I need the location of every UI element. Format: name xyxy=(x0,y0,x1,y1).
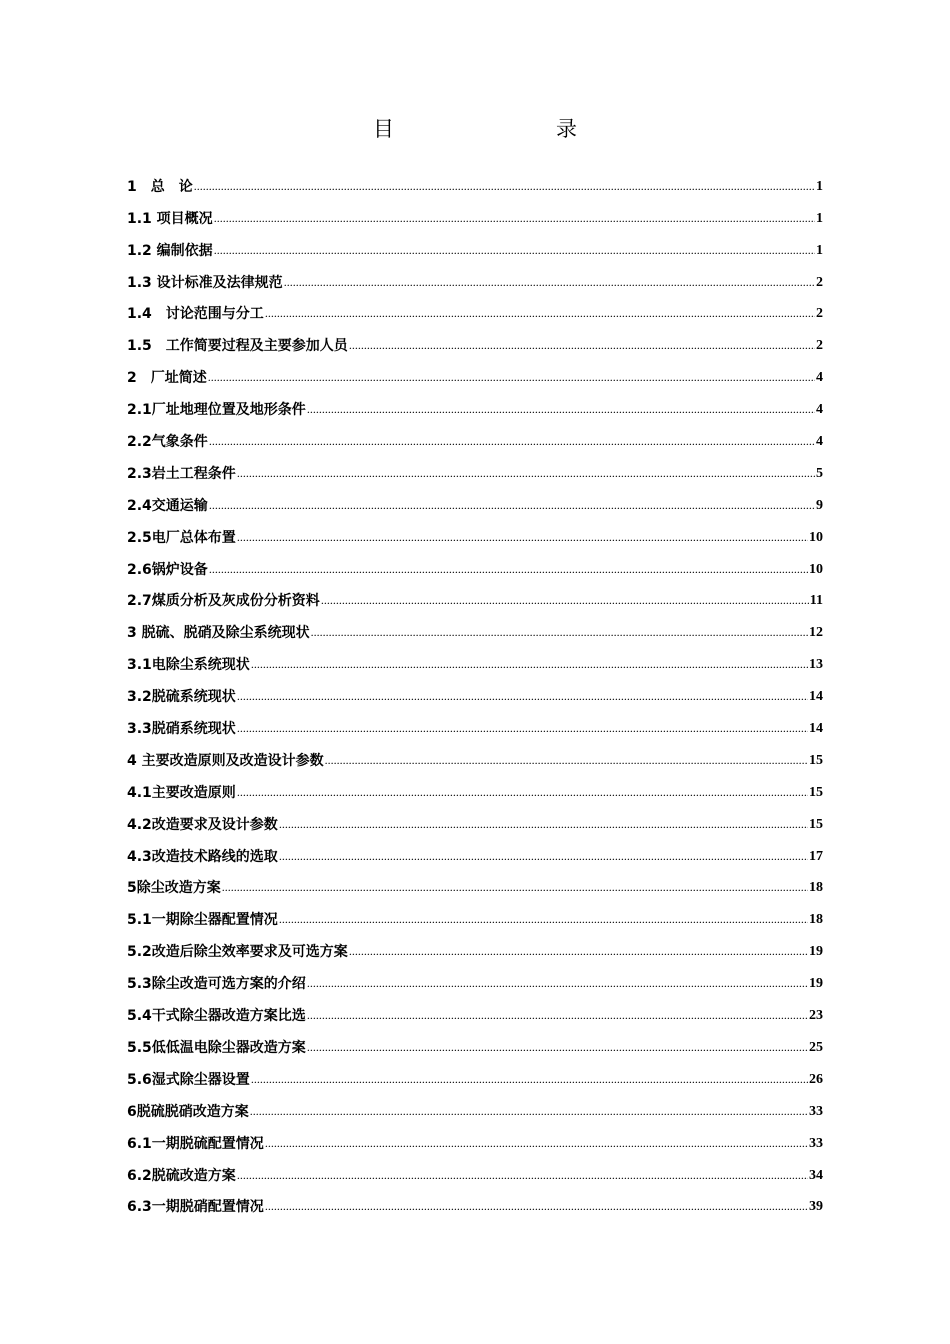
dot-leader xyxy=(237,784,808,800)
dot-leader xyxy=(237,720,808,736)
toc-entry[interactable] xyxy=(127,770,823,802)
toc-entry-label: 2.6锅炉设备 xyxy=(127,561,208,578)
toc-entry-page-number: 12 xyxy=(809,625,823,641)
dot-leader xyxy=(237,465,815,481)
toc-entry[interactable] xyxy=(127,610,823,642)
toc-entry-page-number: 2 xyxy=(816,306,823,322)
toc-entry[interactable] xyxy=(127,866,823,898)
dot-leader xyxy=(279,911,808,927)
toc-entry-page-number: 1 xyxy=(816,242,823,258)
dot-leader xyxy=(307,401,815,417)
toc-entry-label: 1.2 编制依据 xyxy=(127,242,213,259)
dot-leader xyxy=(321,592,809,608)
dot-leader xyxy=(265,305,815,321)
toc-entry-page-number: 9 xyxy=(816,497,823,513)
toc-entry[interactable] xyxy=(127,1185,823,1217)
toc-entry[interactable] xyxy=(127,355,823,387)
dot-leader xyxy=(325,752,808,768)
dot-leader xyxy=(209,561,808,577)
dot-leader xyxy=(214,210,815,226)
dot-leader xyxy=(209,433,815,449)
toc-entry[interactable] xyxy=(127,228,823,260)
toc-entry-page-number: 10 xyxy=(809,529,823,545)
toc-entry-label: 4.1主要改造原则 xyxy=(127,784,236,801)
toc-entry-label: 2.7煤质分析及灰成份分析资料 xyxy=(127,593,320,610)
toc-entry[interactable] xyxy=(127,292,823,324)
toc-entry[interactable] xyxy=(127,834,823,866)
toc-entry[interactable] xyxy=(127,164,823,196)
dot-leader xyxy=(209,497,815,513)
toc-entry-label: 6脱硫脱硝改造方案 xyxy=(127,1103,249,1120)
toc-entry[interactable] xyxy=(127,802,823,834)
toc-entry-page-number: 10 xyxy=(809,561,823,577)
toc-entry-page-number: 1 xyxy=(816,210,823,226)
toc-entry-label: 5.5低低温电除尘器改造方案 xyxy=(127,1039,306,1056)
toc-entry-page-number: 2 xyxy=(816,338,823,354)
toc-entry[interactable] xyxy=(127,1089,823,1121)
toc-entry-page-number: 39 xyxy=(809,1199,823,1215)
table-of-contents xyxy=(127,164,823,1216)
toc-entry-page-number: 26 xyxy=(809,1071,823,1087)
toc-entry-page-number: 15 xyxy=(809,752,823,768)
dot-leader xyxy=(284,274,815,290)
toc-entry-label: 1.5 工作简要过程及主要参加人员 xyxy=(127,338,348,355)
toc-entry-label: 2.3岩土工程条件 xyxy=(127,465,236,482)
dot-leader xyxy=(279,848,808,864)
toc-entry[interactable] xyxy=(127,547,823,579)
toc-entry[interactable] xyxy=(127,1153,823,1185)
toc-entry-page-number: 4 xyxy=(816,402,823,418)
toc-entry-label: 1 总 论 xyxy=(127,178,193,195)
toc-entry[interactable] xyxy=(127,196,823,228)
toc-entry-label: 4.2改造要求及设计参数 xyxy=(127,816,278,833)
dot-leader xyxy=(307,1039,808,1055)
toc-entry-label: 3.2脱硫系统现状 xyxy=(127,689,236,706)
toc-entry-label: 5.6湿式除尘器设置 xyxy=(127,1071,250,1088)
toc-entry-page-number: 14 xyxy=(809,721,823,737)
toc-entry[interactable] xyxy=(127,419,823,451)
toc-entry[interactable] xyxy=(127,579,823,611)
toc-entry[interactable] xyxy=(127,323,823,355)
dot-leader xyxy=(222,879,808,895)
dot-leader xyxy=(251,656,808,672)
toc-entry-label: 2.5电厂总体布置 xyxy=(127,529,236,546)
toc-entry[interactable] xyxy=(127,1025,823,1057)
toc-entry-page-number: 23 xyxy=(809,1008,823,1024)
toc-entry-page-number: 11 xyxy=(809,593,823,609)
toc-entry[interactable] xyxy=(127,451,823,483)
toc-entry[interactable] xyxy=(127,483,823,515)
toc-entry[interactable] xyxy=(127,1057,823,1089)
dot-leader xyxy=(265,1198,808,1214)
toc-entry[interactable] xyxy=(127,1121,823,1153)
toc-entry-page-number: 25 xyxy=(809,1039,823,1055)
toc-entry-label: 5.3除尘改造可选方案的介绍 xyxy=(127,976,306,993)
toc-entry-label: 4.3改造技术路线的选取 xyxy=(127,848,278,865)
dot-leader xyxy=(214,242,815,258)
dot-leader xyxy=(279,816,808,832)
toc-entry-page-number: 4 xyxy=(816,370,823,386)
toc-entry-label: 2.1厂址地理位置及地形条件 xyxy=(127,402,306,419)
dot-leader xyxy=(250,1103,808,1119)
toc-entry-label: 2.4交通运输 xyxy=(127,497,208,514)
toc-entry-page-number: 13 xyxy=(809,657,823,673)
toc-entry[interactable] xyxy=(127,515,823,547)
toc-entry[interactable] xyxy=(127,260,823,292)
toc-entry-label: 2 厂址简述 xyxy=(127,370,207,387)
toc-entry[interactable] xyxy=(127,738,823,770)
dot-leader xyxy=(237,688,808,704)
toc-entry-page-number: 4 xyxy=(816,434,823,450)
dot-leader xyxy=(307,1007,808,1023)
toc-entry-page-number: 19 xyxy=(809,976,823,992)
toc-entry-page-number: 14 xyxy=(809,689,823,705)
toc-entry-page-number: 2 xyxy=(816,274,823,290)
toc-entry[interactable] xyxy=(127,961,823,993)
toc-entry-label: 1.1 项目概况 xyxy=(127,210,213,227)
dot-leader xyxy=(237,1167,808,1183)
toc-entry-page-number: 15 xyxy=(809,816,823,832)
toc-entry-label: 2.2气象条件 xyxy=(127,434,208,451)
toc-entry-label: 1.3 设计标准及法律规范 xyxy=(127,274,283,291)
dot-leader xyxy=(194,178,815,194)
page-title: 目 录 xyxy=(373,117,617,141)
toc-entry[interactable] xyxy=(127,993,823,1025)
dot-leader xyxy=(251,1071,808,1087)
toc-entry-label: 5.1一期除尘器配置情况 xyxy=(127,912,278,929)
dot-leader xyxy=(265,1135,808,1151)
dot-leader xyxy=(237,529,808,545)
toc-entry-page-number: 5 xyxy=(816,465,823,481)
toc-entry-label: 6.2脱硫改造方案 xyxy=(127,1167,236,1184)
toc-entry-label: 1.4 讨论范围与分工 xyxy=(127,306,264,323)
toc-entry[interactable] xyxy=(127,929,823,961)
toc-entry-label: 3.1电除尘系统现状 xyxy=(127,657,250,674)
toc-entry[interactable] xyxy=(127,706,823,738)
toc-entry-label: 5.2改造后除尘效率要求及可选方案 xyxy=(127,944,348,961)
toc-entry-label: 6.1一期脱硫配置情况 xyxy=(127,1135,264,1152)
toc-entry-page-number: 1 xyxy=(816,178,823,194)
toc-entry-page-number: 34 xyxy=(809,1167,823,1183)
toc-entry[interactable] xyxy=(127,387,823,419)
toc-entry-label: 3.3脱硝系统现状 xyxy=(127,721,236,738)
toc-entry-label: 6.3一期脱硝配置情况 xyxy=(127,1199,264,1216)
toc-entry-page-number: 18 xyxy=(809,912,823,928)
toc-entry-label: 4 主要改造原则及改造设计参数 xyxy=(127,752,324,769)
toc-entry-page-number: 19 xyxy=(809,944,823,960)
toc-entry-page-number: 33 xyxy=(809,1103,823,1119)
toc-entry[interactable] xyxy=(127,674,823,706)
toc-entry-page-number: 15 xyxy=(809,784,823,800)
toc-entry[interactable] xyxy=(127,642,823,674)
toc-entry-page-number: 33 xyxy=(809,1135,823,1151)
dot-leader xyxy=(349,337,815,353)
dot-leader xyxy=(311,624,808,640)
toc-entry-label: 3 脱硫、脱硝及除尘系统现状 xyxy=(127,625,310,642)
dot-leader xyxy=(307,975,808,991)
toc-entry-label: 5.4干式除尘器改造方案比选 xyxy=(127,1008,306,1025)
dot-leader xyxy=(349,943,808,959)
dot-leader xyxy=(208,369,815,385)
toc-entry-page-number: 18 xyxy=(809,880,823,896)
toc-entry[interactable] xyxy=(127,897,823,929)
toc-entry-label: 5除尘改造方案 xyxy=(127,880,221,897)
toc-entry-page-number: 17 xyxy=(809,848,823,864)
